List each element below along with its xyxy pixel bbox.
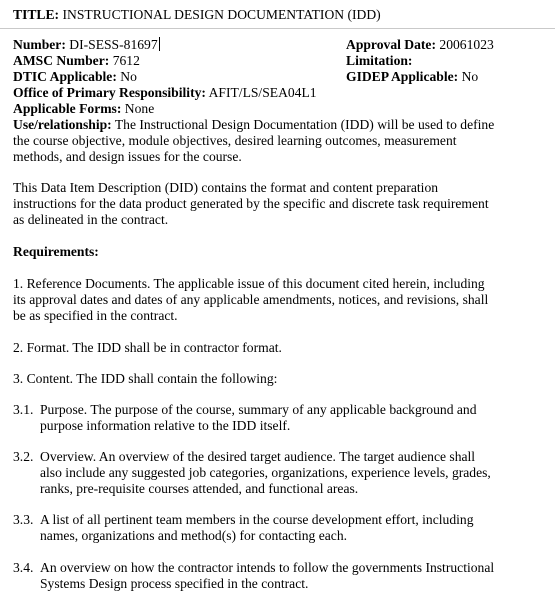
opr-row xyxy=(13,85,533,101)
gidep-label: GIDEP Applicable: xyxy=(346,69,459,84)
req-line: 2. Format. The IDD shall be in contractor format. xyxy=(13,340,282,355)
sub-line: purpose information relative to the IDD itself. xyxy=(40,418,291,433)
requirements-heading-text: Requirements: xyxy=(13,244,99,259)
use-line: the course objective, module objectives, desired learning outcomes, measurement xyxy=(13,133,457,148)
approval-label: Approval Date: xyxy=(346,37,436,52)
forms-row xyxy=(13,101,533,117)
amsc-label: AMSC Number: xyxy=(13,53,110,68)
forms-value: None xyxy=(124,101,155,116)
dtic-value: No xyxy=(120,69,137,84)
sub-line: Overview. An overview of the desired target audience. The target audience shall xyxy=(40,449,476,464)
sub-number: 3.4. xyxy=(13,560,34,575)
title-label: TITLE: xyxy=(13,7,60,22)
did-paragraph xyxy=(13,180,543,228)
did-line: This Data Item Description (DID) contains the format and content preparation xyxy=(13,180,439,195)
requirements-heading xyxy=(13,244,543,260)
text-cursor xyxy=(159,37,160,51)
use-label: Use/relationship: xyxy=(13,117,112,132)
subrequirement-3-4 xyxy=(13,560,543,592)
sub-line: also include any suggested job categories, organizations, experience levels, grades, xyxy=(40,465,491,480)
approval-row xyxy=(346,37,546,53)
amsc-value: 7612 xyxy=(112,53,140,68)
req-line: its approval dates and dates of any applicable amendments, notices, and revisions, shall xyxy=(13,292,489,307)
did-line: as delineated in the contract. xyxy=(13,212,169,227)
req-line: be as specified in the contract. xyxy=(13,308,178,323)
gidep-row xyxy=(346,69,546,85)
title-line xyxy=(13,7,381,23)
did-line: instructions for the data product generated by the specific and discrete task requirement xyxy=(13,196,489,211)
req-line: 3. Content. The IDD shall contain the following: xyxy=(13,371,278,386)
sub-number: 3.3. xyxy=(13,512,34,527)
requirement-3 xyxy=(13,371,543,387)
limitation-label: Limitation: xyxy=(346,53,413,68)
subrequirement-3-3 xyxy=(13,512,543,544)
number-value: DI-SESS-81697 xyxy=(69,37,158,52)
approval-value: 20061023 xyxy=(439,37,494,52)
use-relationship-paragraph xyxy=(13,117,543,165)
use-line: The Instructional Design Documentation (IDD) will be used to define xyxy=(114,117,495,132)
use-line: methods, and design issues for the course. xyxy=(13,149,242,164)
opr-value: AFIT/LS/SEA04L1 xyxy=(208,85,317,100)
opr-label: Office of Primary Responsibility: xyxy=(13,85,206,100)
requirement-1 xyxy=(13,276,543,324)
sub-line: Systems Design process specified in the contract. xyxy=(40,576,309,591)
sub-line: ranks, pre-requisite courses attended, and functional areas. xyxy=(40,481,359,496)
subrequirement-3-1 xyxy=(13,402,543,434)
forms-label: Applicable Forms: xyxy=(13,101,122,116)
requirement-2 xyxy=(13,340,543,356)
number-label: Number: xyxy=(13,37,66,52)
subrequirement-3-2 xyxy=(13,449,543,497)
sub-number: 3.2. xyxy=(13,449,34,464)
sub-line: An overview on how the contractor intends to follow the governments Instructional xyxy=(40,560,495,575)
sub-line: Purpose. The purpose of the course, summary of any applicable background and xyxy=(40,402,477,417)
title-block xyxy=(0,0,555,29)
dtic-label: DTIC Applicable: xyxy=(13,69,117,84)
sub-number: 3.1. xyxy=(13,402,34,417)
limitation-row xyxy=(346,53,546,69)
gidep-value: No xyxy=(461,69,479,84)
sub-line: names, organizations and method(s) for contacting each. xyxy=(40,528,348,543)
sub-line: A list of all pertinent team members in the course development effort, including xyxy=(40,512,474,527)
req-line: 1. Reference Documents. The applicable issue of this document cited herein, including xyxy=(13,276,485,291)
title-value: INSTRUCTIONAL DESIGN DOCUMENTATION (IDD) xyxy=(62,7,381,22)
meta-right-column xyxy=(346,37,546,85)
